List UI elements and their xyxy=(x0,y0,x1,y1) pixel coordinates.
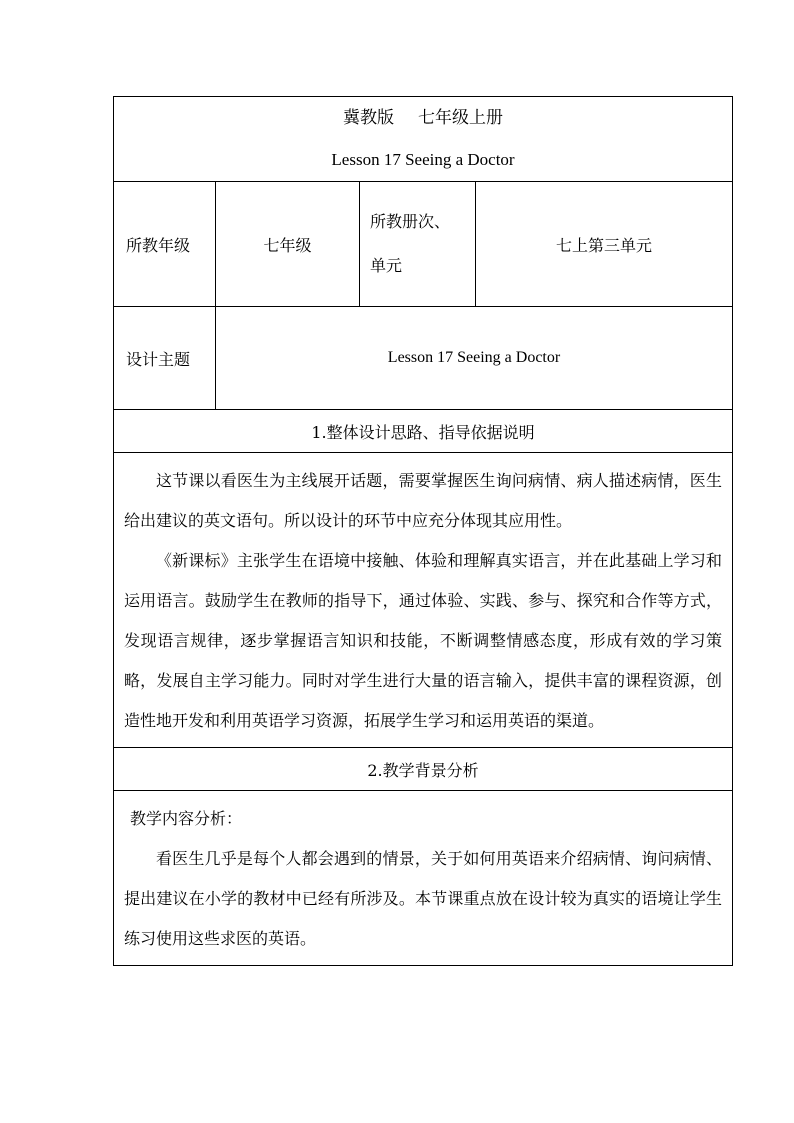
title-row xyxy=(114,97,733,182)
section1-paragraph-1: 这节课以看医生为主线展开话题，需要掌握医生询问病情、病人描述病情，医生给出建议的英文语句。所以设计的环节中应充分体现其应用性。 xyxy=(124,471,722,530)
theme-label: 设计主题 xyxy=(114,307,216,410)
volume-label-line1: 所教册次、 xyxy=(370,212,451,231)
section2-heading-row xyxy=(114,748,733,791)
section2-body xyxy=(114,791,733,966)
title-cell xyxy=(114,97,733,182)
lesson-title: Lesson 17 Seeing a Doctor xyxy=(331,150,515,169)
publisher-name: 冀教版 xyxy=(343,108,394,128)
volume-value: 七上第三单元 xyxy=(476,182,733,307)
section2-body-row xyxy=(114,791,733,966)
section1-body-row xyxy=(114,453,733,748)
theme-value: Lesson 17 Seeing a Doctor xyxy=(216,307,733,410)
section1-heading-row xyxy=(114,410,733,453)
lesson-plan-table xyxy=(113,96,733,966)
grade-volume: 七年级上册 xyxy=(418,108,503,128)
section1-body xyxy=(114,453,733,748)
grade-label: 所教年级 xyxy=(114,182,216,307)
info-row xyxy=(114,182,733,307)
volume-label-line2: 单元 xyxy=(370,256,403,275)
section2-subheading: 教学内容分析： xyxy=(130,809,243,828)
section2-paragraph-1: 看医生几乎是每个人都会遇到的情景，关于如何用英语来介绍病情、询问病情、提出建议在小学的教材中已经有所涉及。本节课重点放在设计较为真实的语境让学生练习使用这些求医的英语。 xyxy=(124,849,722,948)
section1-heading: 1.整体设计思路、指导依据说明 xyxy=(114,410,733,453)
grade-value: 七年级 xyxy=(216,182,360,307)
theme-row xyxy=(114,307,733,410)
volume-label xyxy=(360,182,476,307)
textbook-title xyxy=(114,98,732,127)
section2-heading: 2.教学背景分析 xyxy=(114,748,733,791)
section1-paragraph-2: 《新课标》主张学生在语境中接触、体验和理解真实语言，并在此基础上学习和运用语言。鼓励学生在教师的指导下，通过体验、实践、参与、探究和合作等方式，发现语言规律，逐步掌握语言知识和技能，不断调整情感态度，形成有效的学习策略，发展自主学习能力。同时对学生进行大量的语言输入，提供丰富的课程资源，创造性地开发和利用英语学习资源，拓展学生学习和运用英语的渠道。 xyxy=(124,551,722,730)
